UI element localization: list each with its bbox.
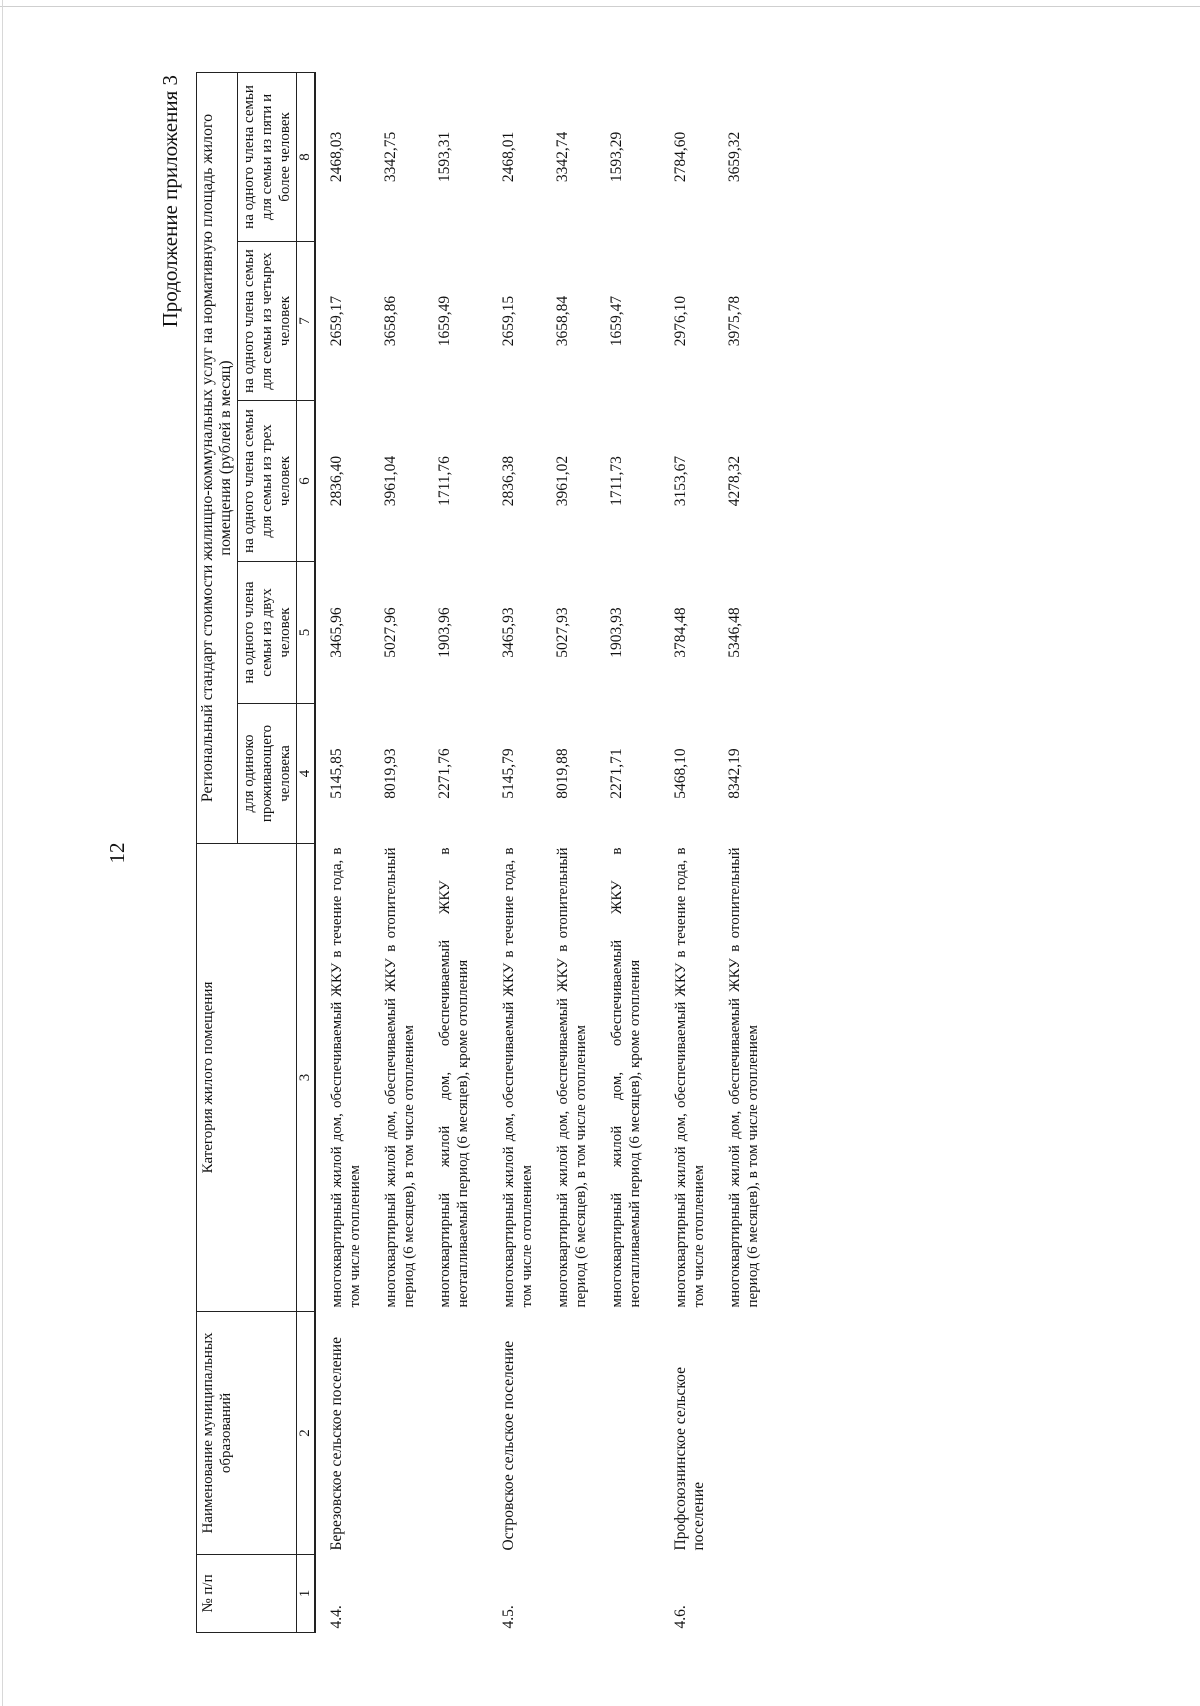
value-cell: 8342,19 — [726, 748, 743, 799]
row-number: 4.4. — [328, 1605, 345, 1629]
value-cell: 2271,71 — [608, 748, 625, 799]
value-cell: 8019,93 — [382, 748, 399, 799]
category-cell: многоквартирный жилой дом, обеспечиваемый ЖКУ в отопительный период (6 месяцев), в том числе отоплением — [555, 847, 589, 1308]
value-cell: 2271,76 — [436, 748, 453, 799]
subheader-col: для одиноко проживающего человека — [238, 704, 297, 844]
category-cell: многоквартирный жилой дом, обеспечиваемый ЖКУ в неотапливаемый период (6 месяцев), кроме отопления — [609, 847, 643, 1308]
category-cell: многоквартирный жилой дом, обеспечиваемый ЖКУ в неотапливаемый период (6 месяцев), кроме отопления — [437, 847, 471, 1308]
value-cell: 5468,10 — [672, 748, 689, 799]
rotated-page-content — [150, 73, 778, 1633]
value-cell: 3659,32 — [726, 131, 743, 183]
value-cell: 1659,47 — [608, 295, 625, 347]
column-number: 7 — [297, 242, 316, 401]
value-cell: 5145,85 — [328, 748, 345, 799]
value-cell: 2976,10 — [672, 295, 689, 347]
value-cell: 5145,79 — [500, 748, 517, 799]
value-cell: 1593,31 — [436, 131, 453, 183]
value-cell: 3153,67 — [672, 455, 689, 507]
category-cell: многоквартирный жилой дом, обеспечиваемый ЖКУ в течение года, в том числе отоплением — [501, 847, 535, 1308]
value-cell: 4278,32 — [726, 455, 743, 507]
value-cell: 1593,29 — [608, 131, 625, 183]
municipality-name: Профсоюзнинское сельское поселение — [672, 1367, 707, 1551]
municipality-name: Березовское сельское поселение — [328, 1337, 345, 1551]
column-number: 2 — [297, 1312, 316, 1555]
page-number: 12 — [105, 842, 129, 864]
value-cell: 2836,40 — [328, 455, 345, 507]
value-cell: 3961,04 — [382, 455, 399, 507]
value-cell: 3342,74 — [554, 131, 571, 183]
column-number: 5 — [297, 562, 316, 704]
table-row — [488, 72, 542, 1632]
value-cell: 3961,02 — [554, 455, 571, 507]
value-cell: 1711,76 — [436, 456, 453, 506]
value-cell: 2659,17 — [328, 295, 345, 347]
header-no: № п/п — [197, 1555, 297, 1633]
table-body — [315, 72, 778, 1632]
column-number: 3 — [297, 844, 316, 1312]
continuation-caption: Продолжение приложения 3 — [158, 75, 182, 328]
value-cell: 3658,84 — [554, 295, 571, 347]
value-cell: 1903,93 — [608, 607, 625, 658]
category-cell: многоквартирный жилой дом, обеспечиваемый ЖКУ в течение года, в том числе отоплением — [673, 847, 707, 1308]
value-cell: 5346,48 — [726, 607, 743, 658]
table-row — [660, 72, 714, 1632]
header-standard: Региональный стандарт стоимости жилищно-коммунальных услуг на нормативную площадь жилого помещения (рублей в месяц) — [197, 72, 238, 843]
subheader-col: на одного члена семьи для семьи из пяти и более человек — [238, 72, 297, 241]
standards-table — [196, 72, 778, 1633]
value-cell: 5027,96 — [382, 607, 399, 658]
row-number: 4.6. — [672, 1605, 689, 1629]
value-cell: 2468,03 — [328, 131, 345, 183]
value-cell: 2836,38 — [500, 455, 517, 507]
category-cell: многоквартирный жилой дом, обеспечиваемый ЖКУ в течение года, в том числе отоплением — [329, 847, 363, 1308]
value-cell: 3465,96 — [328, 607, 345, 658]
value-cell: 3975,78 — [726, 295, 743, 347]
column-number: 8 — [297, 72, 316, 241]
page-edge — [0, 6, 1200, 7]
value-cell: 3658,86 — [382, 295, 399, 347]
table-row — [315, 72, 370, 1632]
value-cell: 3465,93 — [500, 607, 517, 658]
column-number-row — [297, 72, 316, 1632]
value-cell: 2784,60 — [672, 131, 689, 183]
category-cell: многоквартирный жилой дом, обеспечиваемый ЖКУ в отопительный период (6 месяцев), в том числе отоплением — [727, 847, 761, 1308]
column-number: 6 — [297, 401, 316, 562]
municipality-name: Островское сельское поселение — [500, 1340, 517, 1551]
column-number: 1 — [297, 1555, 316, 1633]
column-number: 4 — [297, 704, 316, 844]
subheader-col: на одного члена семьи из двух человек — [238, 562, 297, 704]
value-cell: 1659,49 — [436, 295, 453, 347]
subheader-col: на одного члена семьи для семьи из трех человек — [238, 401, 297, 562]
value-cell: 1903,96 — [436, 607, 453, 658]
value-cell: 1711,73 — [608, 456, 625, 506]
header-municipality: Наименование муниципальных образований — [197, 1312, 297, 1555]
value-cell: 5027,93 — [554, 607, 571, 658]
value-cell: 2468,01 — [500, 131, 517, 183]
subheader-col: на одного члена семьи для семьи из четырех человек — [238, 242, 297, 401]
page-edge — [2, 0, 3, 1706]
header-row — [197, 72, 238, 1632]
value-cell: 8019,88 — [554, 748, 571, 799]
value-cell: 3784,48 — [672, 607, 689, 658]
header-category: Категория жилого помещения — [197, 844, 297, 1312]
category-cell: многоквартирный жилой дом, обеспечиваемый ЖКУ в отопительный период (6 месяцев), в том числе отоплением — [383, 847, 417, 1308]
row-number: 4.5. — [500, 1605, 517, 1629]
value-cell: 3342,75 — [382, 131, 399, 183]
value-cell: 2659,15 — [500, 295, 517, 347]
